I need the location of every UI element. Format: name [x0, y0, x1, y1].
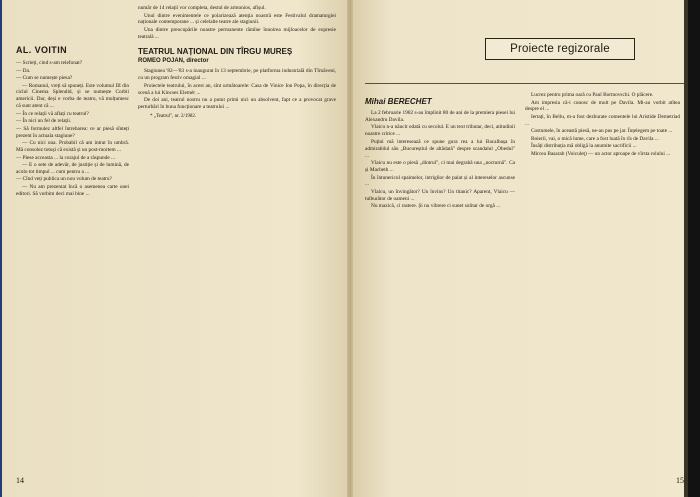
paragraph: — Nu am prezentat încă o asemenea carte unei editori. Să vorbim deci mai bine ... [16, 183, 129, 197]
paragraph: De doi ani, teatrul nostru nu a putut primi nici un absolvent, fapt ce a provocat grave perturbări în buna funcționare a teatrului ... [138, 97, 336, 110]
divider [365, 83, 685, 84]
theater-article-author: ROMEO POJAN, director [138, 58, 209, 65]
paragraph: Vlaicu nu este o piesă „dintrul", ci mai degrabă una „nocturnă". Ca și Macbeth ... [365, 160, 515, 174]
paragraph: Iertați, în Bellu, m-a fost dezburate comentele lui Aristide Demetriad ... [525, 113, 680, 127]
page-number-right: 15 [676, 476, 684, 485]
paragraph: Am impresia că-i cunosc de mult pe Davila. Mi-au vorbit atîtea despre el ... [525, 99, 680, 113]
paragraph: — Piese acceasta ... la curajul de a răspunde ... [16, 154, 115, 161]
paragraph: Boierii, vai, o mică lume, care a fost luată în rîs de Davila ... [531, 135, 659, 142]
paragraph: Una dintre preocupările noastre permanente rămîne înnoirea mijloacelor de expresie teatrală ... [138, 26, 336, 40]
paragraph: — Scrieți, cind s-am telefonat? [16, 60, 83, 66]
paragraph: — Romanul, vreți să spuneți. Este volumul III din ciclul Cinema Splendid, și se numește Corbii americii. Dar, deși e vorba de teatru, vă mulțumesc că sunt atent că ... [16, 82, 129, 110]
paragraph: — În nici un fel de relații. [16, 118, 72, 125]
book-gutter [347, 0, 353, 497]
paragraph: — Cum se numește piesa? [16, 75, 73, 81]
paragraph: — Cu nici una. Probabil că am intrat în umbră. Mă consolez totuși că există și un post-mortem ... [16, 140, 129, 154]
paragraph: Nu mazică, ci rastere. Și nu vibrere ci sunet solitar de orgă ... [371, 203, 501, 210]
right-column-2 [525, 92, 680, 476]
right-page [349, 0, 698, 497]
theater-article-title: TEATRUL NAȚIONAL DIN TÎRGU MUREȘ [138, 46, 293, 56]
paragraph: Stagiunea '82—'83 s-a inaugurat în 13 septembrie, pe platforma industrială din Tîrnăveni, cu un program festiv omagial ... [138, 68, 336, 82]
footnote: * „Teatrul", nr. 2/1982. [150, 113, 197, 119]
paragraph: Unul dintre evenimentele ce polarizează atenția noastră este Festivalul dramaturgiei naționale contemporane ... și celelalte teatre ale stagiunii. [138, 12, 336, 26]
paragraph: — E o sete de adevăr, de justiție și de lumină, de acolo tot timpul ... cum pentru a ... [16, 162, 129, 175]
paragraph: Costumele, în această piesă, ne-au pus pe jar. Înțelegem pe toate ... [531, 128, 673, 135]
paragraph: Însăți distribuția mă obligă la anumite sacrificii ... [531, 143, 637, 150]
magazine-spread [2, 0, 698, 497]
section-title: Proiecte regizorale [485, 38, 635, 60]
paragraph: Puțini mă interesează ce spune gura rea a lui Bacalbașa în admirabilul său „Bucureștiul de altădată" despre scandalul „Obedul" ... [365, 138, 515, 159]
paragraph: Lucrez pentru prima oară cu Paul Bortnovschi. O plăcere. [531, 92, 654, 98]
binding-strip [688, 0, 700, 497]
right-column-1 [365, 110, 515, 476]
paragraph: — Cînd veți publica un nou volum de teatru? [16, 176, 112, 183]
paragraph: Vlaicu n-a năucit odată cu secolul. E un text tributar, deci, atitudinii noastre critice ... [365, 124, 515, 138]
page-number-left: 14 [16, 476, 24, 485]
left-column-2 [138, 5, 336, 473]
interview-byline: AL. VOITIN [16, 45, 67, 55]
left-column-1 [16, 60, 129, 474]
left-page [2, 0, 349, 497]
paragraph: număr de 14 relații vor completa, destul de armonios, afișul. [138, 5, 266, 11]
binding-strip-inner [684, 0, 688, 497]
paragraph: — Da. [16, 67, 31, 74]
paragraph: Mircea Basarab (Voiculeț) — un actor aproape de vîrsta rolului ... [531, 150, 671, 157]
paragraph: La 2 februarie 1982 s-au împlinit 80 de ani de la premiera piesei lui Alexandru Davila. [365, 110, 515, 123]
paragraph: Vlaicu, un învingător? Un învins? Un titanic? Aparent, Vlaicu — tulburător de oameni ... [365, 188, 515, 202]
paragraph: — Să formulez altfel întrebarea: ce ar piesă sînteți prezent în actuala stagiune? [16, 125, 129, 139]
paragraph: — În ce relații vă aflați cu teatrul? [16, 110, 89, 117]
paragraph: În întunericul spaimelor, intrigilor de palat și al intereselor ascunse ... [365, 174, 515, 188]
paragraph: Proiectele teatrului, în acest an, sînt următoarele: Casa de Vinice Ion Popa, în direcția de scenă a lui Kincses Elemér ... [138, 82, 336, 96]
article-author: Mihai BERECHET [365, 97, 432, 106]
